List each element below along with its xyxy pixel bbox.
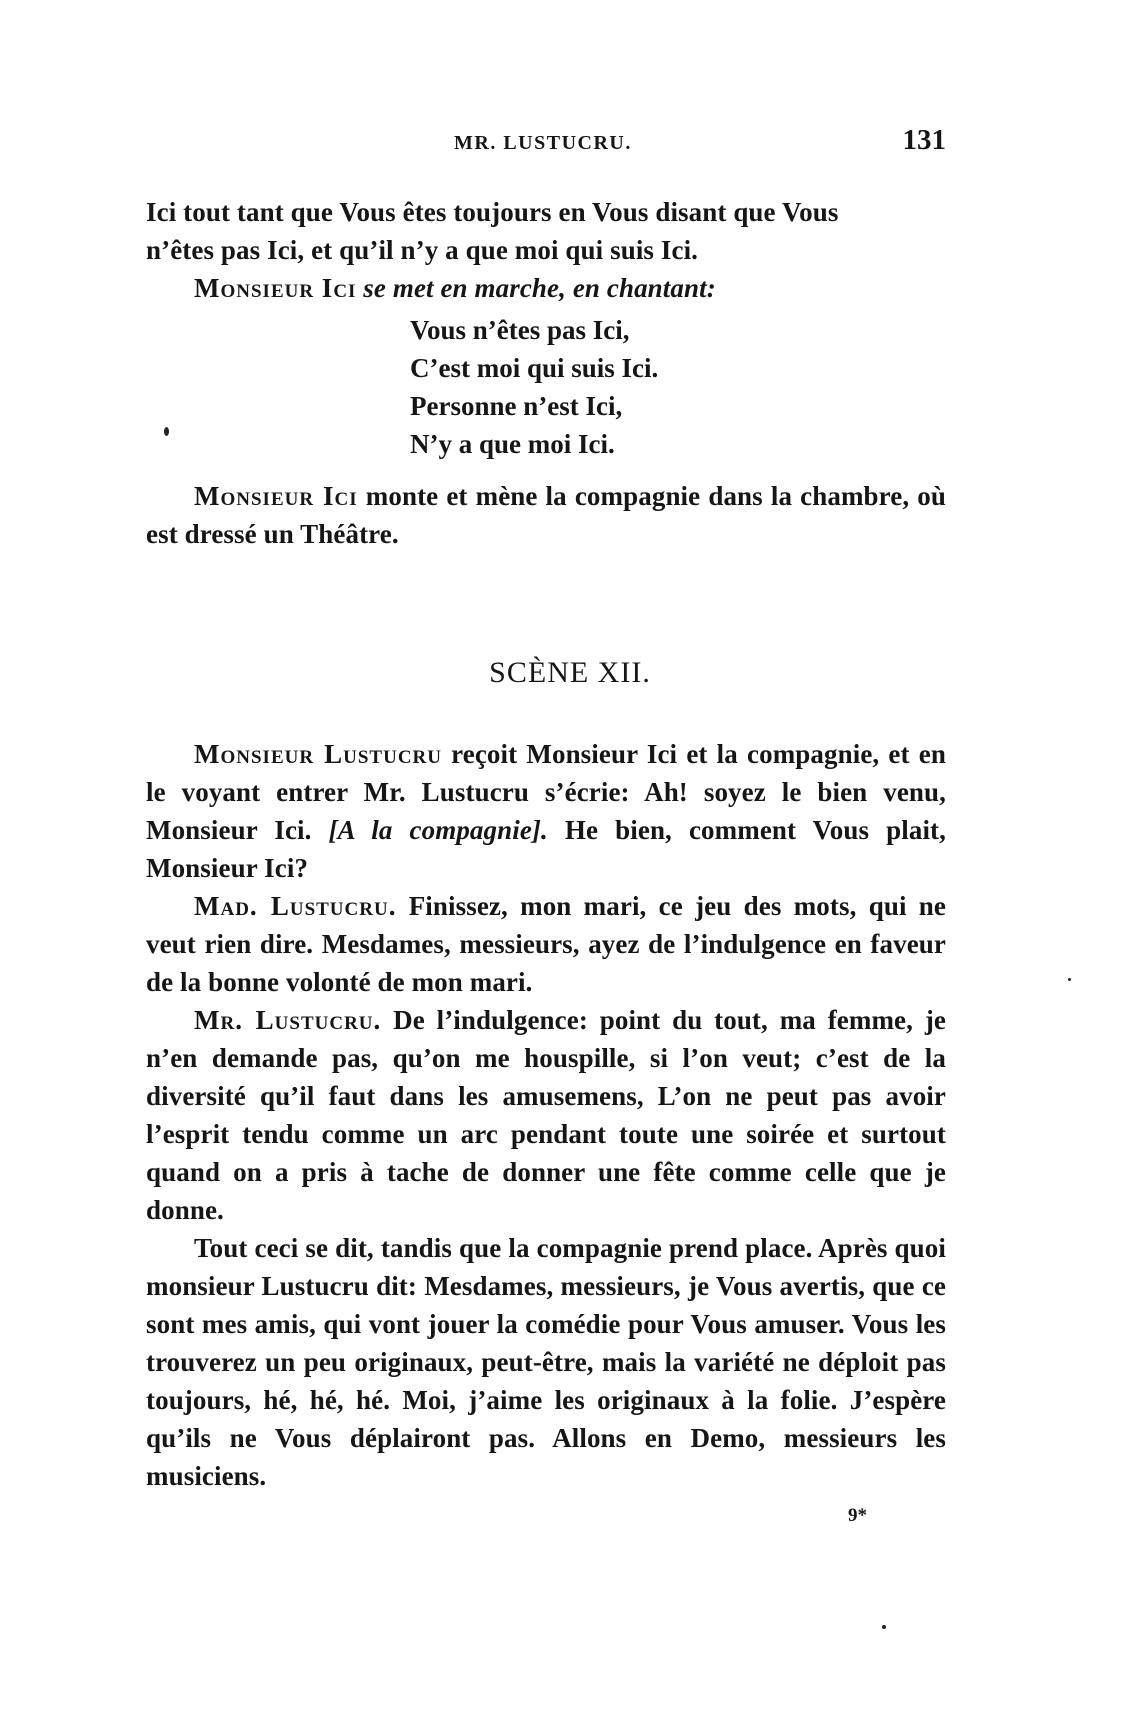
paragraph — [146, 1001, 946, 1229]
scene-heading: SCÈNE XII. — [489, 656, 651, 689]
scene-text — [146, 735, 946, 1495]
character-name: Monsieur Lustucru — [194, 739, 442, 769]
signature-mark: 9* — [848, 1505, 867, 1526]
ink-speck — [164, 427, 169, 436]
speaker-label: Mr. Lustucru. — [194, 1005, 382, 1035]
opening-text — [146, 193, 946, 307]
paragraph — [146, 887, 946, 1001]
speaker-label: Mad. Lustucru. — [194, 891, 397, 921]
ink-speck — [1068, 978, 1071, 981]
verse-line: C’est moi qui suis Ici. — [410, 353, 659, 383]
paragraph-line: n’êtes pas Ici, et qu’il n’y a que moi qui suis Ici. — [146, 235, 699, 265]
verse-line: Personne n’est Ici, — [410, 391, 623, 421]
paragraph-text: Finissez, mon mari, ce jeu des mots, qui ne veut rien dire. Mesdames, messieurs, ayez de l’indulgence en faveur de la bonne volonté de mon mari. — [146, 891, 946, 997]
ink-speck — [882, 1625, 886, 1629]
paragraph — [146, 735, 946, 887]
paragraph-text: He bien, comment Vous plait, Monsieur Ici? — [146, 815, 946, 883]
paragraph — [146, 477, 946, 553]
paragraph-text: reçoit Monsieur Ici et la compagnie, et en le voyant entrer Mr. Lustucru s’écrie: Ah! soyez le bien venu, Monsieur Ici. — [146, 739, 946, 845]
character-name: Monsieur Ici — [194, 481, 358, 511]
paragraph-line: Ici tout tant que Vous êtes toujours en Vous disant que Vous — [146, 197, 839, 227]
page-number: 131 — [902, 124, 946, 156]
stage-direction-italic: [A la compagnie]. — [328, 815, 548, 845]
stage-direction — [146, 269, 946, 307]
character-name: Monsieur Ici — [194, 273, 357, 303]
stage-direction-italic: se met en marche, en chantant: — [363, 273, 716, 303]
paragraph-text: monte et mène la compagnie dans la chambre, où est dressé un Théâtre. — [146, 481, 946, 549]
paragraph-text: De l’indulgence: point du tout, ma femme, je n’en demande pas, qu’on me houspille, si l’on veut; c’est de la diversité qu’il faut dans les amusemens, L’on ne peut pas avoir l’esprit tendu comme un arc pendant toute une soirée et surtout quand on a pris à tache de donner une fête comme celle que je donne. — [146, 1005, 946, 1225]
stage-direction-paragraph — [146, 477, 946, 553]
verse-line: N’y a que moi Ici. — [410, 429, 615, 459]
running-title: MR. LUSTUCRU. — [454, 132, 632, 154]
song-verse — [410, 311, 658, 463]
page-header — [146, 124, 946, 168]
verse-line: Vous n’êtes pas Ici, — [410, 315, 630, 345]
paragraph: Tout ceci se dit, tandis que la compagnie prend place. Après quoi monsieur Lustucru dit: Mesdames, messieurs, je Vous avertis, que ce sont mes amis, qui vont jouer la comédie pour Vous amuser. Vous les trouverez un peu originaux, peut-être, mais la variété ne déploit pas toujours, hé, hé, hé. Moi, j’aime les originaux à la folie. J’espère qu’ils ne Vous déplairont pas. Allons en Demo, messieurs les musiciens. — [146, 1233, 946, 1491]
